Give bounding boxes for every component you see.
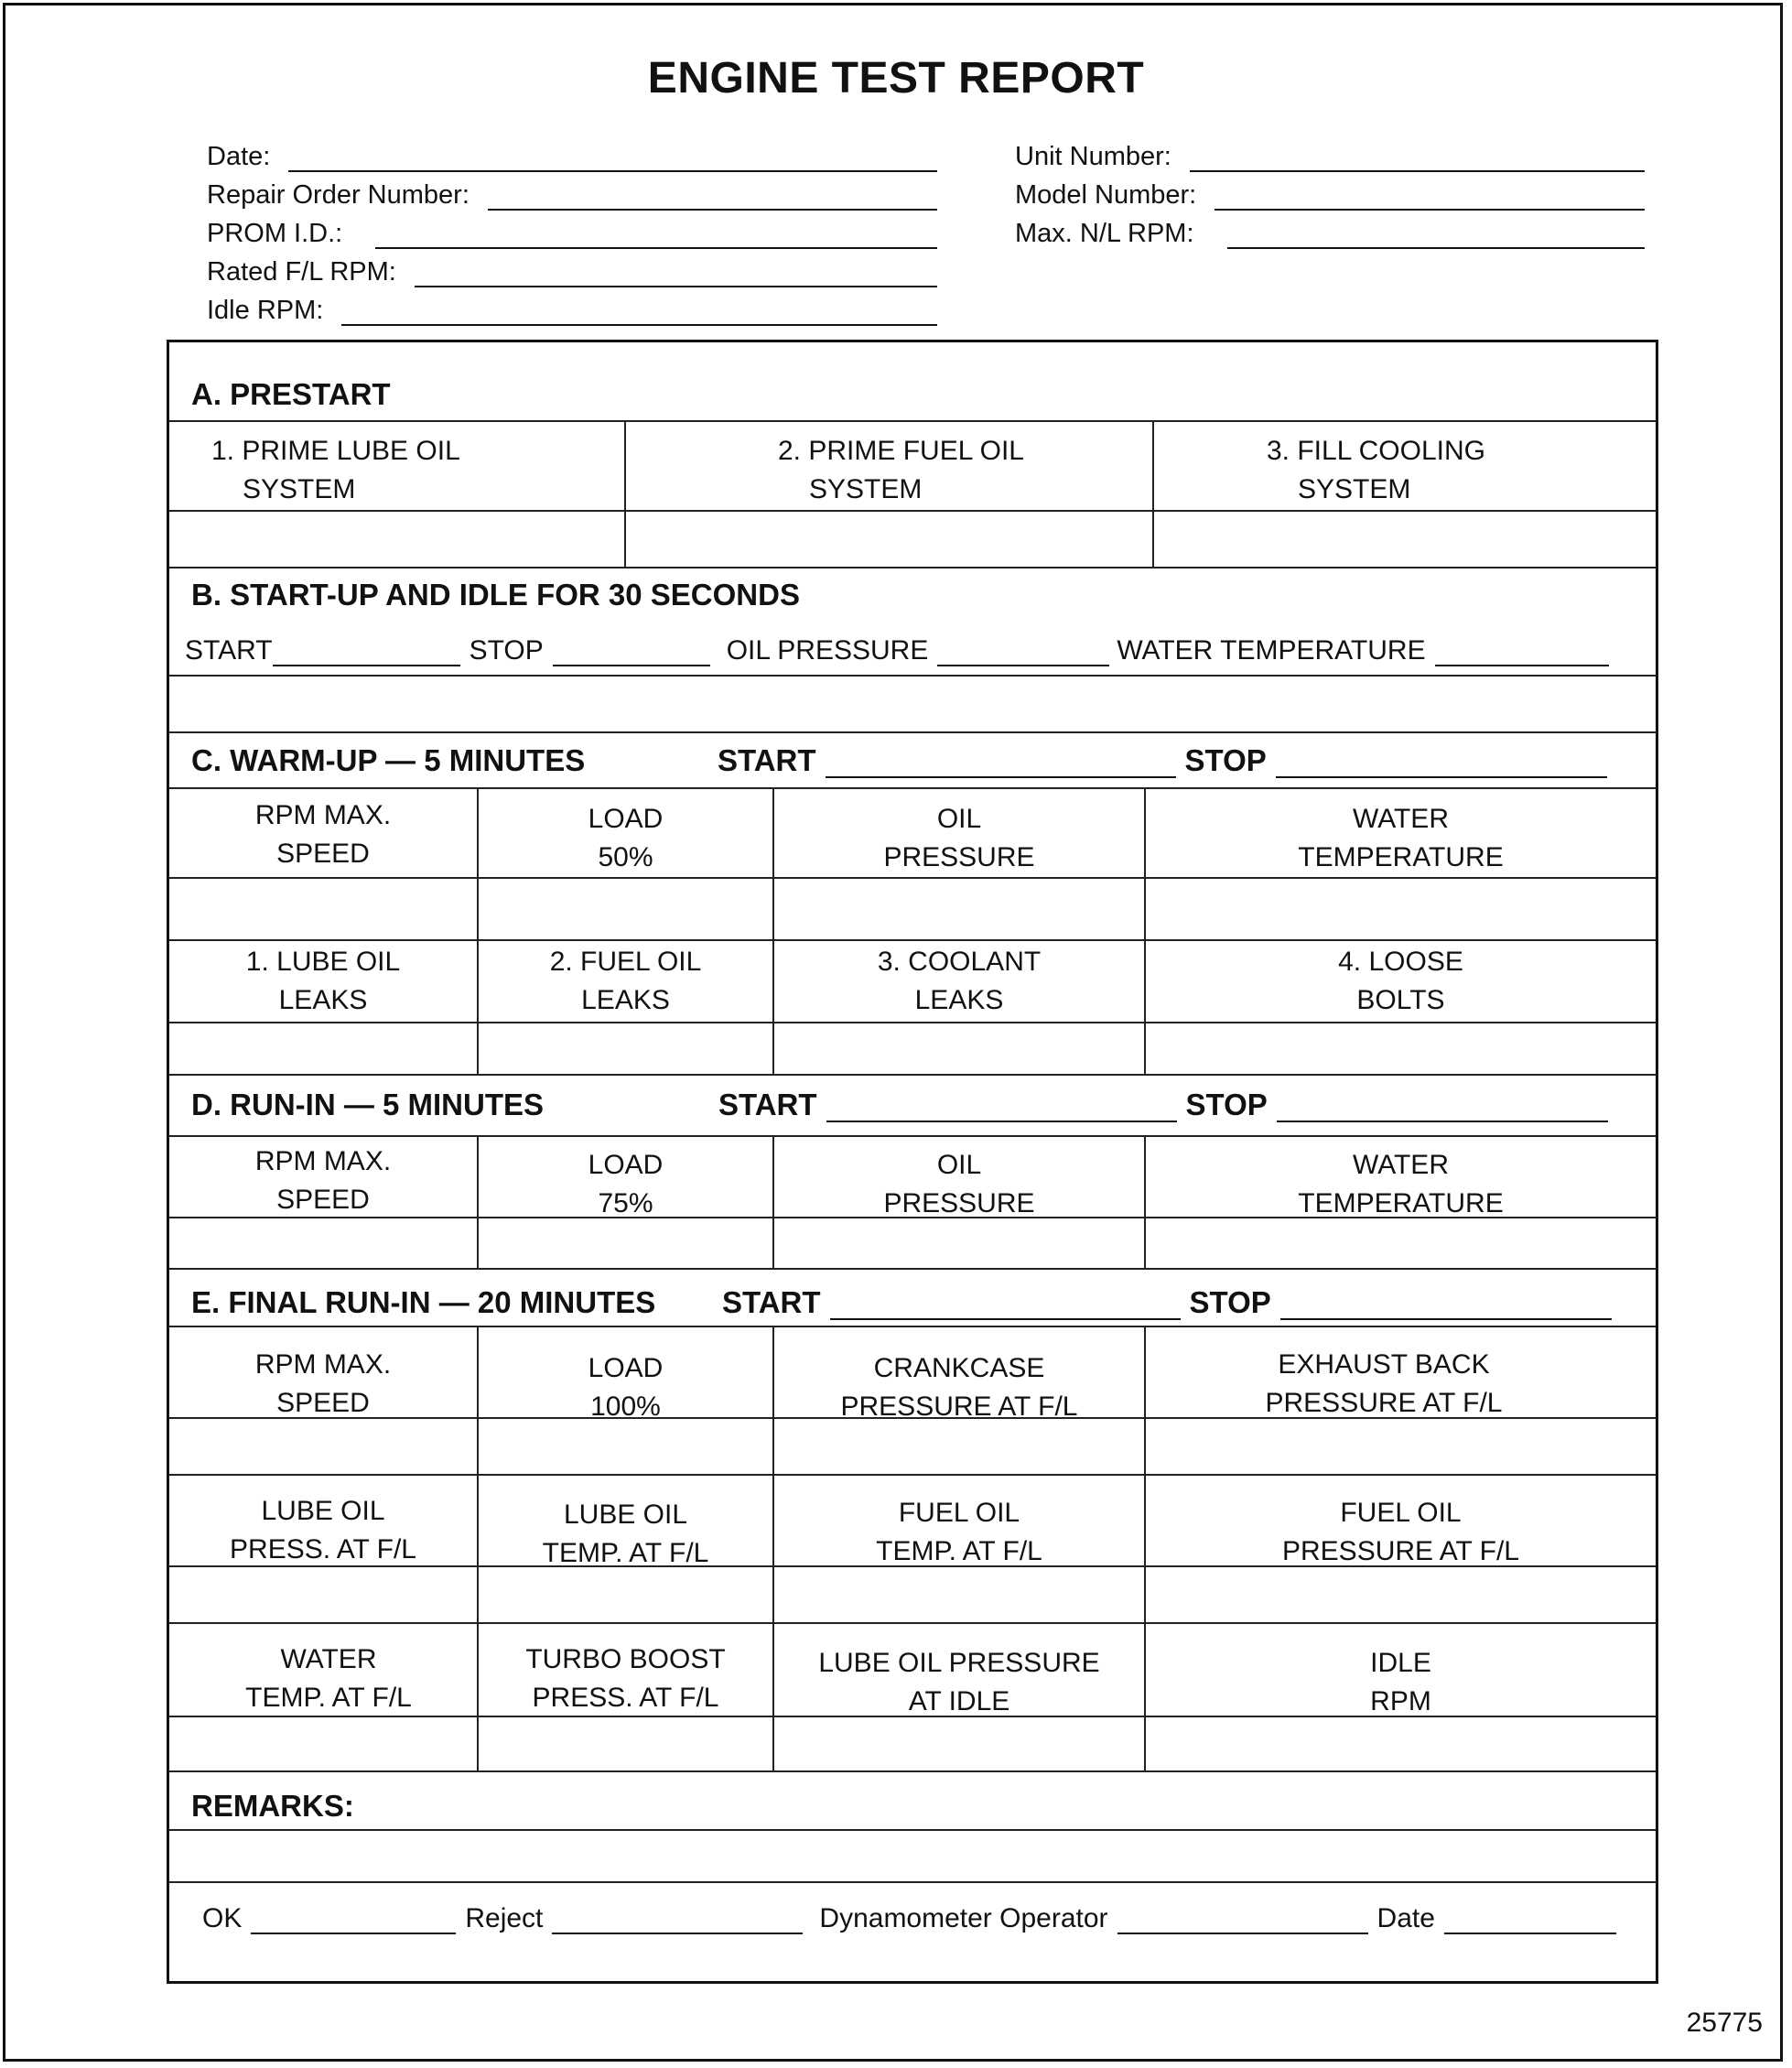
section-e-header (191, 1285, 1656, 1320)
divider (169, 939, 1656, 941)
unit-number-line[interactable] (1190, 146, 1645, 172)
section-c-title: C. WARM-UP — 5 MINUTES (191, 743, 586, 777)
model-number-label: Model Number: (1015, 180, 1197, 210)
leak-check-entry[interactable] (169, 1023, 1656, 1074)
fill-cooling-entry[interactable] (1154, 512, 1656, 567)
figure-number: 25775 (1686, 2008, 1763, 2038)
max-nl-rpm-label: Max. N/L RPM: (1015, 219, 1194, 248)
divider (169, 1770, 1656, 1772)
load-label: LOAD 75% (588, 1150, 664, 1218)
rpm-max-speed-label: RPM MAX. SPEED (254, 1146, 392, 1215)
stop-blank[interactable] (1277, 1093, 1608, 1122)
divider (169, 1135, 1656, 1137)
water-temperature-label: WATER TEMPERATURE (1117, 635, 1426, 666)
water-temperature-label: WATER TEMPERATURE (1298, 1150, 1504, 1218)
section-b-title: B. START-UP AND IDLE FOR 30 SECONDS (191, 578, 800, 612)
dynamometer-operator-label: Dynamometer Operator (819, 1903, 1108, 1933)
idle-rpm-label: IDLE RPM (1370, 1648, 1431, 1716)
date-blank[interactable] (1444, 1905, 1616, 1934)
max-nl-rpm-line[interactable] (1227, 223, 1645, 249)
divider (169, 420, 1656, 422)
repair-order-line[interactable] (488, 185, 937, 211)
stop-label: STOP (469, 635, 544, 666)
start-blank[interactable] (826, 749, 1176, 778)
divider (169, 1474, 1656, 1476)
divider (169, 1716, 1656, 1717)
prime-lube-oil-entry[interactable] (169, 512, 624, 567)
unit-number-label: Unit Number: (1015, 142, 1171, 171)
report-title: ENGINE TEST REPORT (647, 54, 1145, 103)
divider (169, 1074, 1656, 1076)
rated-rpm-label: Rated F/L RPM: (207, 257, 396, 287)
final-run-in-entry-3[interactable] (169, 1716, 1656, 1770)
divider (169, 731, 1656, 733)
crankcase-pressure-label: CRANKCASE PRESSURE AT F/L (840, 1353, 1078, 1422)
final-run-in-entry-1[interactable] (169, 1419, 1656, 1474)
divider (169, 1622, 1656, 1624)
date-field[interactable] (207, 139, 937, 172)
start-label: START (185, 635, 273, 666)
start-label: START (718, 1088, 817, 1121)
fill-cooling-label: 3. FILL COOLING SYSTEM (1267, 436, 1485, 504)
stop-label: STOP (1184, 743, 1267, 777)
prime-fuel-oil-entry[interactable] (626, 512, 1152, 567)
start-blank[interactable] (273, 637, 460, 666)
remarks-entry[interactable] (169, 1831, 1656, 1881)
divider (169, 1268, 1656, 1270)
reject-label: Reject (465, 1903, 544, 1933)
load-label: LOAD 50% (588, 804, 664, 872)
warm-up-readings-entry[interactable] (169, 879, 1656, 939)
date-label: Date: (207, 142, 271, 171)
section-b-readings (185, 635, 1609, 666)
model-number-line[interactable] (1214, 185, 1645, 211)
stop-blank[interactable] (1276, 749, 1607, 778)
idle-rpm-label: Idle RPM: (207, 296, 324, 325)
section-e-title: E. FINAL RUN-IN — 20 MINUTES (191, 1285, 656, 1319)
model-number-field[interactable] (1015, 178, 1645, 211)
date-line[interactable] (288, 146, 937, 172)
test-table (167, 340, 1658, 1984)
lube-oil-press-label: LUBE OIL PRESS. AT F/L (230, 1496, 416, 1565)
stop-blank[interactable] (1280, 1291, 1612, 1320)
divider (169, 675, 1656, 677)
ok-blank[interactable] (251, 1905, 456, 1934)
rated-rpm-line[interactable] (415, 262, 937, 287)
load-label: LOAD 100% (588, 1353, 664, 1422)
repair-order-label: Repair Order Number: (207, 180, 470, 210)
prom-id-label: PROM I.D.: (207, 219, 343, 248)
idle-rpm-line[interactable] (341, 300, 937, 326)
lube-oil-temp-label: LUBE OIL TEMP. AT F/L (542, 1500, 709, 1568)
rpm-max-speed-label: RPM MAX. SPEED (254, 1349, 392, 1418)
coolant-leaks-label: 3. COOLANT LEAKS (877, 947, 1042, 1015)
exhaust-back-pressure-label: EXHAUST BACK PRESSURE AT F/L (1265, 1349, 1503, 1418)
start-label: START (722, 1285, 821, 1319)
fuel-oil-leaks-label: 2. FUEL OIL LEAKS (549, 947, 702, 1015)
signoff-row (202, 1903, 1616, 1934)
rated-rpm-field[interactable] (207, 254, 937, 287)
oil-pressure-label: OIL PRESSURE (883, 1150, 1035, 1218)
divider (169, 787, 1656, 789)
unit-number-field[interactable] (1015, 139, 1645, 172)
idle-rpm-field[interactable] (207, 293, 937, 326)
date-label: Date (1376, 1903, 1435, 1933)
oil-pressure-blank[interactable] (937, 637, 1109, 666)
start-blank[interactable] (826, 1093, 1177, 1122)
section-a-title: A. PRESTART (191, 377, 391, 411)
divider (169, 567, 1656, 568)
oil-pressure-label: OIL PRESSURE (726, 635, 929, 666)
repair-order-field[interactable] (207, 178, 937, 211)
stop-label: STOP (1185, 1088, 1268, 1121)
stop-blank[interactable] (553, 637, 710, 666)
run-in-readings-entry[interactable] (169, 1218, 1656, 1268)
fuel-oil-temp-label: FUEL OIL TEMP. AT F/L (876, 1498, 1042, 1566)
prime-lube-oil-label: 1. PRIME LUBE OIL SYSTEM (211, 436, 460, 504)
remarks-title: REMARKS: (191, 1789, 354, 1823)
oil-pressure-label: OIL PRESSURE (883, 804, 1035, 872)
divider (169, 1881, 1656, 1883)
prime-fuel-oil-label: 2. PRIME FUEL OIL SYSTEM (778, 436, 1024, 504)
water-temp-label: WATER TEMP. AT F/L (245, 1644, 412, 1713)
final-run-in-entry-2[interactable] (169, 1567, 1656, 1622)
rpm-max-speed-label: RPM MAX. SPEED (254, 800, 392, 869)
water-temperature-blank[interactable] (1435, 637, 1609, 666)
max-nl-rpm-field[interactable] (1015, 216, 1645, 249)
section-c-header (191, 743, 1656, 778)
stop-label: STOP (1189, 1285, 1271, 1319)
prom-id-line[interactable] (375, 223, 937, 249)
dynamometer-operator-blank[interactable] (1117, 1905, 1368, 1934)
ok-label: OK (202, 1903, 243, 1933)
turbo-boost-press-label: TURBO BOOST PRESS. AT F/L (525, 1644, 726, 1713)
section-d-title: D. RUN-IN — 5 MINUTES (191, 1088, 545, 1121)
prom-id-field[interactable] (207, 216, 937, 249)
divider (169, 1326, 1656, 1327)
reject-blank[interactable] (552, 1905, 803, 1934)
lube-oil-leaks-label: 1. LUBE OIL LEAKS (245, 947, 401, 1015)
water-temperature-label: WATER TEMPERATURE (1298, 804, 1504, 872)
start-label: START (718, 743, 816, 777)
lube-oil-pressure-idle-label: LUBE OIL PRESSURE AT IDLE (818, 1648, 1100, 1716)
fuel-oil-pressure-label: FUEL OIL PRESSURE AT F/L (1282, 1498, 1519, 1566)
loose-bolts-label: 4. LOOSE BOLTS (1338, 947, 1463, 1015)
start-blank[interactable] (830, 1291, 1181, 1320)
section-d-header (191, 1088, 1656, 1122)
